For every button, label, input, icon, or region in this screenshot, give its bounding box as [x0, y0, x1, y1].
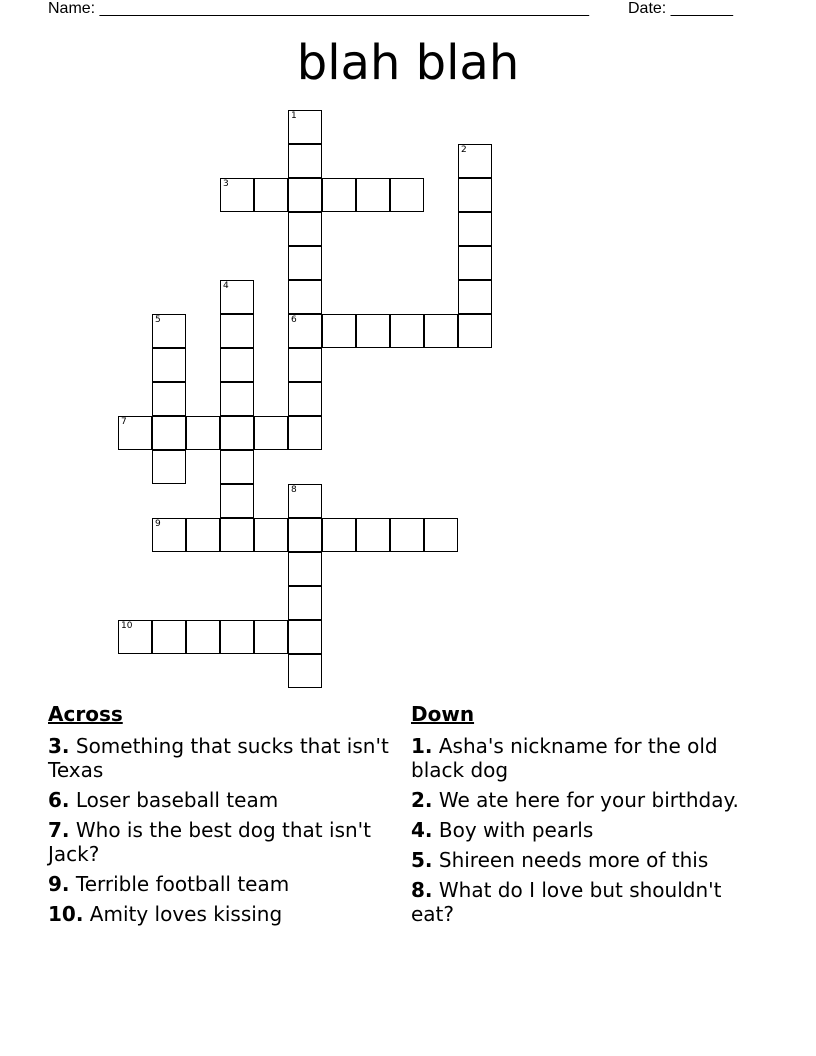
grid-cell[interactable]	[458, 144, 492, 178]
down-clue	[411, 734, 756, 782]
grid-cell[interactable]	[322, 518, 356, 552]
clue-number-label: 7	[121, 417, 127, 427]
down-clue	[411, 878, 756, 926]
clue-number: 7.	[48, 818, 70, 842]
across-heading: Across	[48, 702, 123, 726]
clue-number: 5.	[411, 848, 433, 872]
clue-number: 4.	[411, 818, 433, 842]
grid-cell[interactable]	[458, 212, 492, 246]
grid-cell[interactable]	[220, 178, 254, 212]
grid-cell[interactable]	[458, 314, 492, 348]
grid-cell[interactable]	[254, 416, 288, 450]
grid-cell[interactable]	[288, 212, 322, 246]
clue-number-label: 10	[121, 621, 133, 631]
across-clue	[48, 818, 393, 866]
grid-cell[interactable]	[322, 178, 356, 212]
clue-number-label: 3	[223, 179, 229, 189]
clue-number: 8.	[411, 878, 433, 902]
date-field-label[interactable]: Date: _______	[628, 0, 733, 17]
clue-text: Something that sucks that isn't Texas	[48, 734, 389, 782]
clue-number-label: 8	[291, 485, 297, 495]
grid-cell[interactable]	[118, 416, 152, 450]
grid-cell[interactable]	[220, 348, 254, 382]
grid-cell[interactable]	[288, 518, 322, 552]
grid-cell[interactable]	[220, 518, 254, 552]
grid-cell[interactable]	[288, 382, 322, 416]
grid-cell[interactable]	[152, 518, 186, 552]
down-clue	[411, 818, 756, 842]
clue-number: 6.	[48, 788, 70, 812]
grid-cell[interactable]	[118, 620, 152, 654]
clue-number: 2.	[411, 788, 433, 812]
grid-cell[interactable]	[288, 348, 322, 382]
across-clue	[48, 902, 393, 926]
grid-cell[interactable]	[152, 620, 186, 654]
clue-number-label: 9	[155, 519, 161, 529]
grid-cell[interactable]	[220, 450, 254, 484]
grid-cell[interactable]	[220, 484, 254, 518]
grid-cell[interactable]	[152, 314, 186, 348]
puzzle-title: blah blah	[296, 35, 520, 91]
grid-cell[interactable]	[288, 586, 322, 620]
clue-number: 3.	[48, 734, 70, 758]
grid-cell[interactable]	[152, 382, 186, 416]
clue-text: Boy with pearls	[438, 818, 594, 842]
clue-text: Who is the best dog that isn't Jack?	[48, 818, 372, 866]
grid-cell[interactable]	[288, 654, 322, 688]
down-clues	[411, 700, 756, 932]
grid-cell[interactable]	[288, 280, 322, 314]
grid-cell[interactable]	[288, 178, 322, 212]
across-clue	[48, 788, 393, 812]
clue-text: We ate here for your birthday.	[438, 788, 739, 812]
clue-text: Loser baseball team	[75, 788, 279, 812]
clue-number: 9.	[48, 872, 70, 896]
grid-cell[interactable]	[322, 314, 356, 348]
grid-cell[interactable]	[356, 314, 390, 348]
grid-cell[interactable]	[356, 518, 390, 552]
clue-text: Amity loves kissing	[89, 902, 283, 926]
down-clue	[411, 848, 756, 872]
grid-cell[interactable]	[220, 280, 254, 314]
grid-cell[interactable]	[390, 314, 424, 348]
grid-cell[interactable]	[288, 314, 322, 348]
grid-cell[interactable]	[424, 314, 458, 348]
grid-cell[interactable]	[390, 178, 424, 212]
grid-cell[interactable]	[220, 314, 254, 348]
grid-cell[interactable]	[186, 620, 220, 654]
grid-cell[interactable]	[254, 620, 288, 654]
grid-cell[interactable]	[356, 178, 390, 212]
grid-cell[interactable]	[288, 552, 322, 586]
clue-text: What do I love but shouldn't eat?	[411, 878, 722, 926]
grid-cell[interactable]	[186, 518, 220, 552]
across-clue	[48, 734, 393, 782]
grid-cell[interactable]	[288, 246, 322, 280]
grid-cell[interactable]	[254, 518, 288, 552]
grid-cell[interactable]	[220, 382, 254, 416]
down-clue	[411, 788, 756, 812]
clue-number: 10.	[48, 902, 84, 926]
down-heading: Down	[411, 702, 475, 726]
grid-cell[interactable]	[254, 178, 288, 212]
clue-number-label: 6	[291, 315, 297, 325]
grid-cell[interactable]	[288, 620, 322, 654]
grid-cell[interactable]	[186, 416, 220, 450]
grid-cell[interactable]	[152, 416, 186, 450]
grid-cell[interactable]	[458, 178, 492, 212]
across-clues	[48, 700, 393, 932]
grid-cell[interactable]	[220, 620, 254, 654]
clue-number-label: 1	[291, 111, 297, 121]
grid-cell[interactable]	[288, 110, 322, 144]
grid-cell[interactable]	[458, 280, 492, 314]
grid-cell[interactable]	[288, 484, 322, 518]
grid-cell[interactable]	[152, 450, 186, 484]
clue-number-label: 5	[155, 315, 161, 325]
clue-number-label: 4	[223, 281, 229, 291]
clue-text: Terrible football team	[75, 872, 290, 896]
grid-cell[interactable]	[220, 416, 254, 450]
grid-cell[interactable]	[424, 518, 458, 552]
clue-number: 1.	[411, 734, 433, 758]
grid-cell[interactable]	[288, 144, 322, 178]
grid-cell[interactable]	[458, 246, 492, 280]
grid-cell[interactable]	[390, 518, 424, 552]
across-clue	[48, 872, 393, 896]
clue-number-label: 2	[461, 145, 467, 155]
clue-text: Shireen needs more of this	[438, 848, 709, 872]
name-field-label[interactable]: Name: _______________________________________________________	[48, 0, 589, 17]
clue-text: Asha's nickname for the old black dog	[411, 734, 718, 782]
grid-cell[interactable]	[152, 348, 186, 382]
grid-cell[interactable]	[288, 416, 322, 450]
